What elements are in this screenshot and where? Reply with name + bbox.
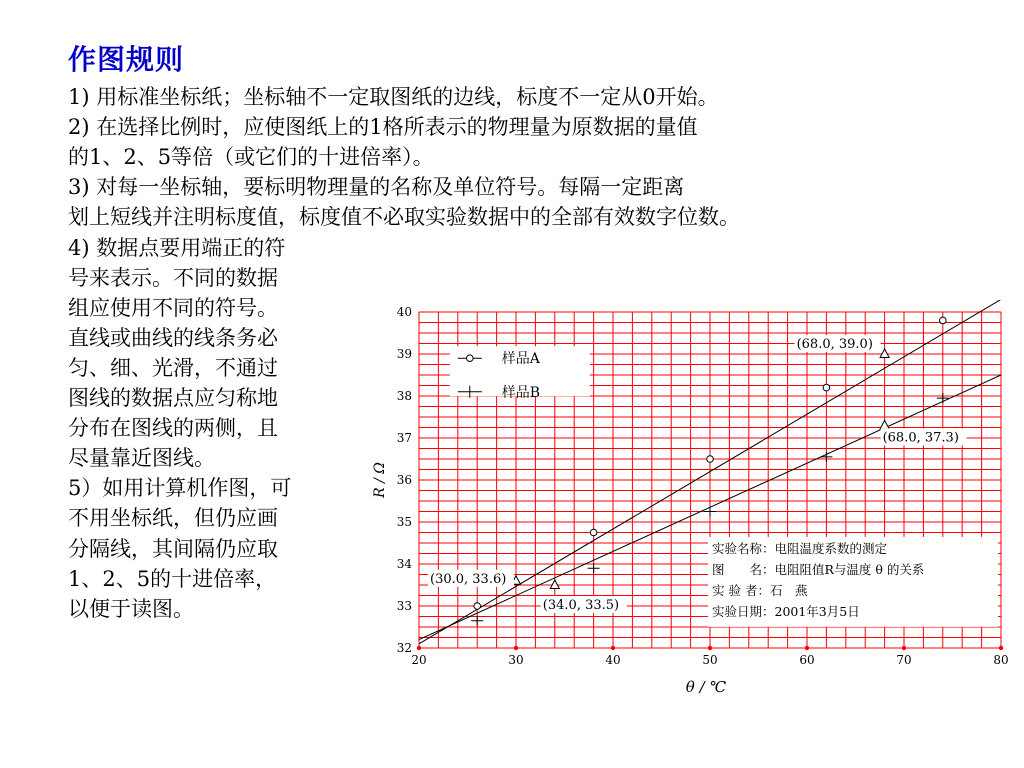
rule-line: 分布在图线的两侧，且 — [68, 416, 278, 441]
data-point-plus — [471, 616, 483, 626]
rule-line: 2) 在选择比例时，应使图纸上的1格所表示的物理量为原数据的量值 — [68, 115, 698, 140]
rule-line: 分隔线，其间隔仍应取 — [68, 536, 278, 561]
info-box-line: 图 名：电阻阻值R与温度 θ 的关系 — [712, 561, 925, 577]
slope-point-triangle — [880, 349, 889, 358]
annotation-label: (68.0, 37.3) — [882, 430, 959, 446]
rule-line: 尽量靠近图线。 — [68, 446, 215, 471]
rule-line: 的1、2、5等倍（或它们的十进倍率）。 — [68, 145, 434, 170]
data-point-plus — [588, 563, 600, 573]
data-point-plus — [820, 452, 832, 462]
r-theta-chart — [366, 300, 1016, 700]
x-tick-mark — [999, 646, 1003, 650]
x-tick-label: 20 — [411, 653, 427, 667]
x-tick-label: 80 — [993, 653, 1009, 667]
data-point-circle — [474, 603, 481, 610]
rule-line: 1) 用标准坐标纸；坐标轴不一定取图纸的边线，标度不一定从0开始。 — [68, 85, 719, 109]
slope-point-triangle — [880, 420, 889, 429]
rule-line: 划上短线并注明标度值，标度值不必取实验数据中的全部有效数字位数。 — [68, 205, 740, 230]
x-tick-label: 60 — [799, 653, 815, 667]
info-box-line: 实 验 者：石 燕 — [712, 582, 808, 598]
rule-line: 3) 对每一坐标轴，要标明物理量的名称及单位符号。每隔一定距离 — [68, 175, 685, 200]
y-tick-label: 36 — [396, 473, 412, 487]
y-tick-label: 34 — [396, 557, 412, 571]
x-tick-mark — [417, 646, 421, 650]
rule-line: 匀、细、光滑，不通过 — [68, 355, 278, 380]
rule-line: 不用坐标纸，但仍应画 — [68, 506, 278, 531]
x-tick-label: 30 — [508, 653, 524, 667]
annotation-label: (30.0, 33.6) — [430, 571, 507, 587]
y-tick-label: 39 — [396, 347, 412, 361]
data-point-circle — [823, 384, 830, 391]
info-box-line: 实验日期：2001年3月5日 — [712, 603, 860, 619]
data-point-circle — [590, 529, 597, 536]
x-tick-mark — [708, 646, 712, 650]
rule-line: 组应使用不同的符号。 — [68, 295, 278, 320]
legend-label-b: 样品B — [501, 384, 541, 401]
y-tick-label: 37 — [396, 431, 412, 445]
rule-line: 5）如用计算机作图，可 — [68, 476, 292, 501]
rule-line: 直线或曲线的线条务必 — [68, 325, 278, 350]
x-tick-mark — [514, 646, 518, 650]
rule-line: 号来表示。不同的数据 — [68, 265, 278, 290]
data-point-circle — [707, 456, 714, 463]
chart-area — [366, 300, 1016, 700]
x-tick-mark — [902, 646, 906, 650]
y-tick-label: 33 — [396, 599, 412, 613]
page-title: 作图规则 — [68, 43, 185, 76]
rule-line: 1、2、5的十进倍率， — [68, 566, 277, 591]
x-tick-label: 70 — [896, 653, 912, 667]
rule-line: 图线的数据点应匀称地 — [68, 386, 278, 410]
info-box-line: 实验名称：电阻温度系数的测定 — [712, 540, 888, 556]
rule-line: 以便于读图。 — [68, 596, 194, 621]
y-tick-label: 35 — [396, 515, 412, 529]
x-tick-mark — [611, 646, 615, 650]
x-axis-label: θ / ℃ — [685, 678, 727, 696]
slope-point-triangle — [550, 580, 559, 589]
rule-line: 4) 数据点要用端正的符 — [68, 235, 286, 260]
x-tick-label: 50 — [702, 653, 718, 667]
data-point-plus — [937, 393, 949, 403]
legend-marker-a — [467, 355, 474, 362]
x-tick-label: 40 — [605, 653, 621, 667]
data-point-plus — [704, 507, 716, 517]
y-tick-label: 32 — [396, 641, 412, 655]
annotation-label: (68.0, 39.0) — [796, 337, 873, 352]
y-tick-label: 38 — [396, 389, 412, 403]
legend-label-a: 样品A — [501, 351, 540, 368]
y-tick-label: 40 — [396, 305, 412, 319]
annotation-label: (34.0, 33.5) — [542, 598, 620, 613]
y-axis-label: R / Ω — [372, 462, 388, 498]
x-tick-mark — [805, 646, 809, 650]
data-point-circle — [940, 317, 947, 324]
